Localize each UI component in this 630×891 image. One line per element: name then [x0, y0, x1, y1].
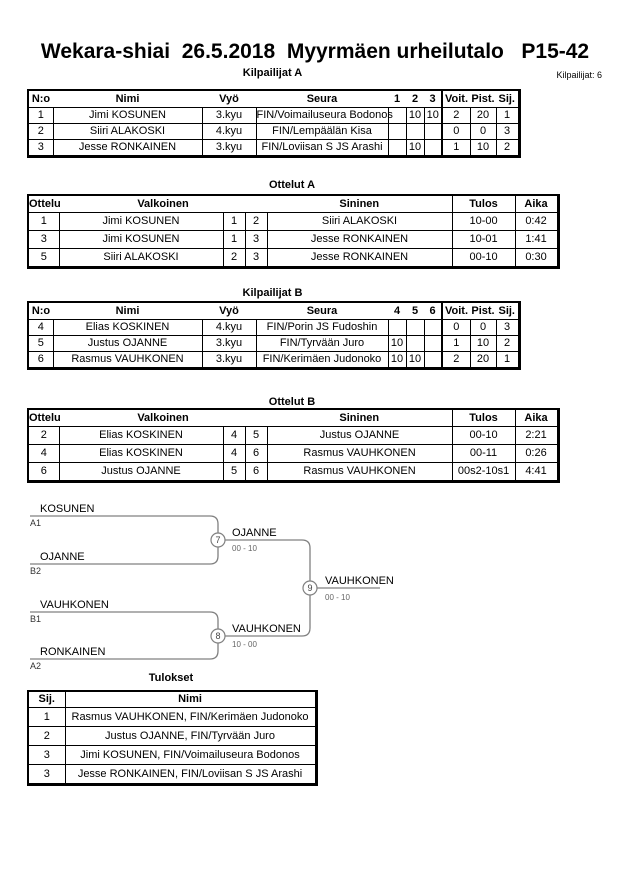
- table-row: [28, 708, 316, 727]
- col-header-valkoinen: Valkoinen: [59, 409, 267, 427]
- section-heading-kilpailijat-b: Kilpailijat B: [242, 287, 303, 299]
- cell: 1: [28, 108, 53, 124]
- bracket-slot-seed: B1: [30, 614, 42, 624]
- table-row: [28, 231, 558, 249]
- col-header-m4: 4: [388, 302, 406, 320]
- cell: 6: [28, 352, 53, 369]
- bracket-slot-seed: B2: [30, 566, 42, 576]
- col-header-aika: Aika: [515, 409, 558, 427]
- bracket-slot-name: OJANNE: [40, 551, 85, 563]
- cell: 10: [388, 352, 406, 369]
- cell: 2: [28, 124, 53, 140]
- cell: FIN/Loviisan S JS Arashi: [256, 140, 388, 157]
- cell: [424, 352, 442, 369]
- cell: 4: [28, 320, 53, 336]
- col-header-ottelu: Ottelu: [28, 195, 59, 213]
- cell: 0: [442, 320, 470, 336]
- cell: [424, 140, 442, 157]
- kilpailijat-b-table: [27, 301, 521, 370]
- cell: 3.kyu: [202, 140, 256, 157]
- cell: 2: [28, 427, 59, 445]
- cell: 0:42: [515, 213, 558, 231]
- cell: Justus OJANNE, FIN/Tyrvään Juro: [65, 727, 316, 746]
- table-header-row: [28, 90, 519, 108]
- ottelut-a-table: [27, 194, 560, 269]
- cell: 4: [223, 445, 245, 463]
- cell: 2: [442, 352, 470, 369]
- cell: 20: [470, 352, 496, 369]
- col-header-m6: 6: [424, 302, 442, 320]
- cell: [424, 320, 442, 336]
- cell: 1: [28, 708, 65, 727]
- table-row: [28, 463, 558, 482]
- cell: Rasmus VAUHKONEN: [53, 352, 202, 369]
- col-header-valkoinen: Valkoinen: [59, 195, 267, 213]
- cell: 2: [496, 336, 519, 352]
- table-row: [28, 124, 519, 140]
- col-header-aika: Aika: [515, 195, 558, 213]
- table-row: [28, 108, 519, 124]
- cell: 3: [28, 231, 59, 249]
- cell: 0: [442, 124, 470, 140]
- bracket-winner-name: VAUHKONEN: [232, 623, 301, 635]
- bracket-line: [30, 612, 218, 629]
- cell: 0: [470, 124, 496, 140]
- cell: FIN/Lempäälän Kisa: [256, 124, 388, 140]
- col-header-m1: 1: [388, 90, 406, 108]
- col-header-no: N:o: [28, 302, 53, 320]
- cell: [424, 336, 442, 352]
- cell: Jesse RONKAINEN: [267, 249, 452, 268]
- cell: Siiri ALAKOSKI: [59, 249, 223, 268]
- col-header-sij: Sij.: [496, 302, 519, 320]
- cell: 4: [28, 445, 59, 463]
- section-heading-ottelut-b: Ottelut B: [268, 396, 316, 408]
- table-row: [28, 249, 558, 268]
- cell: 0: [470, 320, 496, 336]
- col-header-ottelu: Ottelu: [28, 409, 59, 427]
- cell: 20: [470, 108, 496, 124]
- col-header-vyo: Vyö: [202, 302, 256, 320]
- match-number: 8: [215, 631, 221, 641]
- cell: 3: [245, 231, 267, 249]
- cell: [406, 124, 424, 140]
- col-header-nimi: Nimi: [65, 691, 316, 708]
- cell: [388, 320, 406, 336]
- cell: 3: [28, 765, 65, 785]
- cell: 2: [223, 249, 245, 268]
- cell: Rasmus VAUHKONEN, FIN/Kerimäen Judonoko: [65, 708, 316, 727]
- col-header-sij: Sij.: [28, 691, 65, 708]
- bracket-slot-name: RONKAINEN: [40, 646, 106, 658]
- tulokset-table: [27, 690, 318, 786]
- cell: FIN/Porin JS Fudoshin: [256, 320, 388, 336]
- match-number: 9: [307, 583, 313, 593]
- cell: 4: [223, 427, 245, 445]
- col-header-tulos: Tulos: [452, 409, 515, 427]
- bracket-diagram: [0, 495, 420, 680]
- cell: 00s2-10s1: [452, 463, 515, 482]
- cell: 1:41: [515, 231, 558, 249]
- cell: 10: [388, 336, 406, 352]
- col-header-m5: 5: [406, 302, 424, 320]
- col-header-voit: Voit.: [442, 90, 470, 108]
- cell: 5: [28, 336, 53, 352]
- cell: 10-01: [452, 231, 515, 249]
- cell: Elias KOSKINEN: [59, 427, 223, 445]
- table-header-row: [28, 302, 519, 320]
- col-header-voit: Voit.: [442, 302, 470, 320]
- cell: Justus OJANNE: [53, 336, 202, 352]
- cell: Jimi KOSUNEN, FIN/Voimailuseura Bodonos: [65, 746, 316, 765]
- col-header-sininen: Sininen: [267, 195, 452, 213]
- section-heading-kilpailijat-a: Kilpailijat A: [242, 67, 303, 79]
- cell: 6: [245, 463, 267, 482]
- table-row: [28, 320, 519, 336]
- col-header-pist: Pist.: [470, 90, 496, 108]
- cell: Rasmus VAUHKONEN: [267, 445, 452, 463]
- cell: 10-00: [452, 213, 515, 231]
- cell: 3.kyu: [202, 336, 256, 352]
- col-header-vyo: Vyö: [202, 90, 256, 108]
- cell: 10: [406, 108, 424, 124]
- cell: Rasmus VAUHKONEN: [267, 463, 452, 482]
- cell: 4.kyu: [202, 320, 256, 336]
- bracket-match-score: 00 - 10: [325, 593, 350, 602]
- cell: Jimi KOSUNEN: [59, 213, 223, 231]
- col-header-nimi: Nimi: [53, 90, 202, 108]
- table-row: [28, 213, 558, 231]
- cell: Justus OJANNE: [59, 463, 223, 482]
- section-heading-tulokset: Tulokset: [148, 672, 194, 684]
- col-header-tulos: Tulos: [452, 195, 515, 213]
- bracket-slot-seed: A1: [30, 518, 42, 528]
- cell: Jimi KOSUNEN: [59, 231, 223, 249]
- cell: 3: [28, 140, 53, 157]
- cell: 2:21: [515, 427, 558, 445]
- cell: 2: [442, 108, 470, 124]
- col-header-seura: Seura: [256, 90, 388, 108]
- cell: 1: [28, 213, 59, 231]
- bracket-match-score: 00 - 10: [232, 544, 257, 553]
- cell: 10: [470, 336, 496, 352]
- cell: 10: [406, 140, 424, 157]
- cell: Jesse RONKAINEN, FIN/Loviisan S JS Arashi: [65, 765, 316, 785]
- cell: 3: [496, 124, 519, 140]
- cell: 1: [223, 213, 245, 231]
- cell: 0:26: [515, 445, 558, 463]
- cell: 5: [223, 463, 245, 482]
- cell: [388, 140, 406, 157]
- cell: 2: [28, 727, 65, 746]
- cell: 3: [245, 249, 267, 268]
- table-row: [28, 746, 316, 765]
- cell: 10: [470, 140, 496, 157]
- cell: Siiri ALAKOSKI: [53, 124, 202, 140]
- cell: 6: [28, 463, 59, 482]
- cell: Jesse RONKAINEN: [53, 140, 202, 157]
- cell: Siiri ALAKOSKI: [267, 213, 452, 231]
- col-header-sij: Sij.: [496, 90, 519, 108]
- cell: Jimi KOSUNEN: [53, 108, 202, 124]
- bracket-slot-seed: A2: [30, 661, 42, 671]
- cell: 3.kyu: [202, 352, 256, 369]
- table-header-row: [28, 195, 558, 213]
- cell: 00-10: [452, 427, 515, 445]
- cell: 1: [442, 336, 470, 352]
- col-header-no: N:o: [28, 90, 53, 108]
- cell: Elias KOSKINEN: [53, 320, 202, 336]
- col-header-sininen: Sininen: [267, 409, 452, 427]
- table-row: [28, 727, 316, 746]
- bracket-slot-name: VAUHKONEN: [40, 599, 109, 611]
- table-header-row: [28, 409, 558, 427]
- cell: [424, 124, 442, 140]
- cell: 2: [245, 213, 267, 231]
- cell: Justus OJANNE: [267, 427, 452, 445]
- cell: [406, 320, 424, 336]
- table-row: [28, 765, 316, 785]
- table-row: [28, 140, 519, 157]
- table-header-row: [28, 691, 316, 708]
- ottelut-b-table: [27, 408, 560, 483]
- col-header-m3: 3: [424, 90, 442, 108]
- cell: [388, 124, 406, 140]
- page-title: Wekara-shiai 26.5.2018 Myyrmäen urheilutalo P15-42: [40, 40, 590, 63]
- kilpailijat-a-table: [27, 89, 521, 158]
- cell: Jesse RONKAINEN: [267, 231, 452, 249]
- competitors-count: Kilpailijat: 6: [556, 70, 602, 80]
- cell: 2: [496, 140, 519, 157]
- cell: 00-10: [452, 249, 515, 268]
- cell: FIN/Tyrvään Juro: [256, 336, 388, 352]
- cell: 3: [28, 746, 65, 765]
- col-header-m2: 2: [406, 90, 424, 108]
- cell: 10: [406, 352, 424, 369]
- cell: Elias KOSKINEN: [59, 445, 223, 463]
- cell: 10: [424, 108, 442, 124]
- table-row: [28, 445, 558, 463]
- cell: 4:41: [515, 463, 558, 482]
- cell: 4.kyu: [202, 124, 256, 140]
- bracket-line: [30, 516, 218, 533]
- col-header-pist: Pist.: [470, 302, 496, 320]
- cell: 00-11: [452, 445, 515, 463]
- cell: 1: [223, 231, 245, 249]
- bracket-winner-name: OJANNE: [232, 527, 277, 539]
- col-header-nimi: Nimi: [53, 302, 202, 320]
- cell: 1: [496, 108, 519, 124]
- cell: FIN/Voimailuseura Bodonos: [256, 108, 388, 124]
- cell: 5: [245, 427, 267, 445]
- bracket-slot-name: KOSUNEN: [40, 503, 95, 515]
- cell: FIN/Kerimäen Judonoko: [256, 352, 388, 369]
- table-row: [28, 427, 558, 445]
- col-header-seura: Seura: [256, 302, 388, 320]
- cell: 3: [496, 320, 519, 336]
- cell: 3.kyu: [202, 108, 256, 124]
- cell: [406, 336, 424, 352]
- cell: 1: [496, 352, 519, 369]
- bracket-winner-name: VAUHKONEN: [325, 575, 394, 587]
- match-number: 7: [215, 535, 221, 545]
- table-row: [28, 352, 519, 369]
- cell: 6: [245, 445, 267, 463]
- section-heading-ottelut-a: Ottelut A: [268, 179, 316, 191]
- table-row: [28, 336, 519, 352]
- cell: 1: [442, 140, 470, 157]
- bracket-match-score: 10 - 00: [232, 640, 257, 649]
- cell: 0:30: [515, 249, 558, 268]
- cell: 5: [28, 249, 59, 268]
